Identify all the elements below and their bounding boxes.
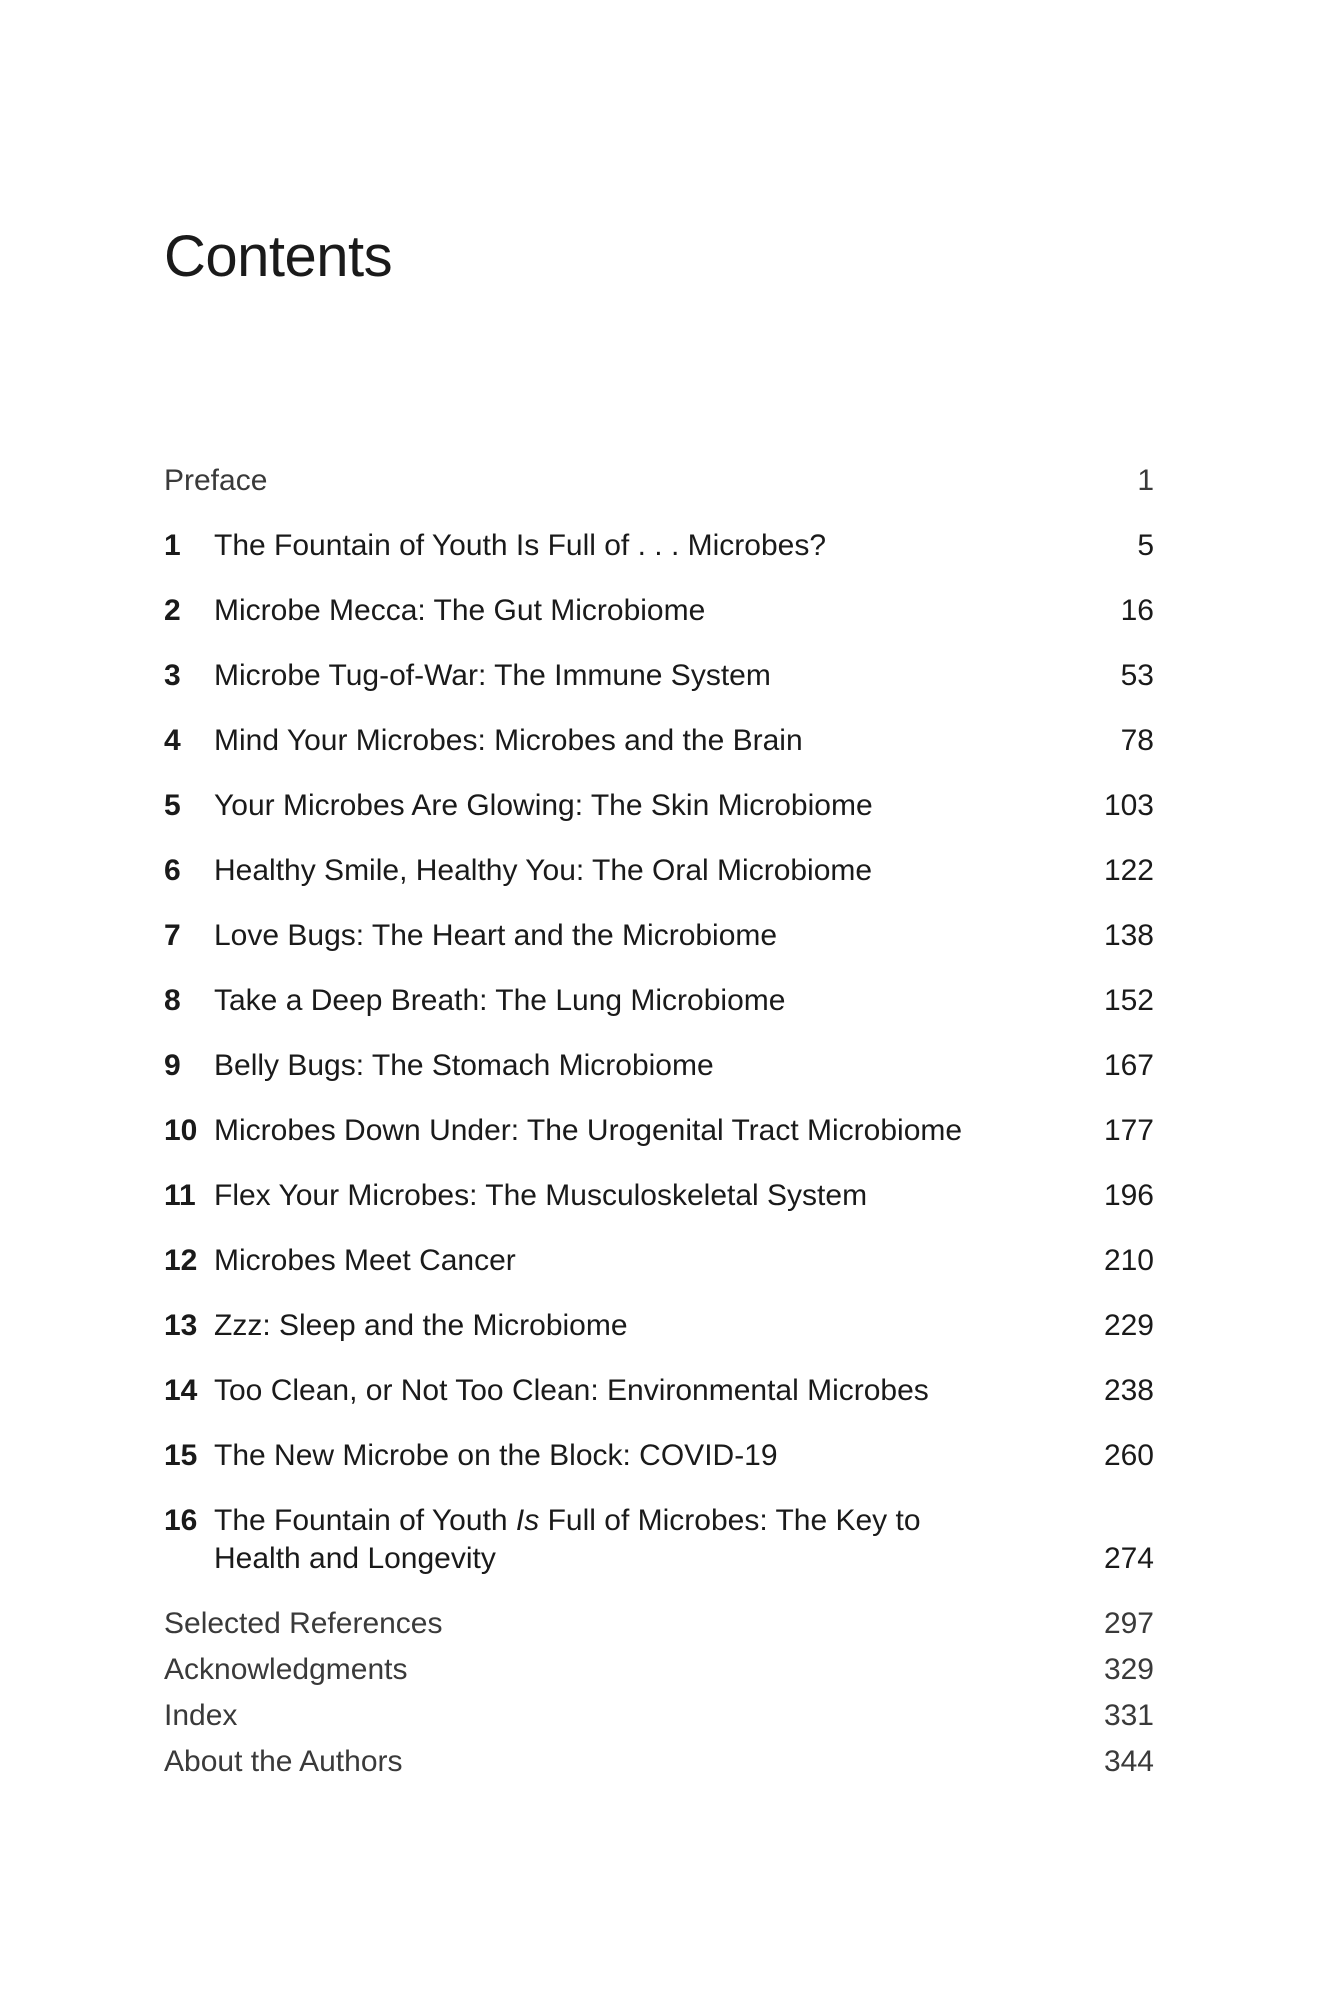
chapter-page: 5 (1137, 529, 1154, 562)
toc-entry-page: 331 (1103, 1699, 1154, 1732)
toc-entry-preface[interactable] (164, 462, 1154, 527)
toc-entry-page: 297 (1103, 1607, 1154, 1640)
chapter-title-part: Full of Microbes: The Key to (539, 1504, 921, 1537)
chapter-number: 16 (164, 1504, 198, 1537)
chapter-number: 10 (164, 1114, 198, 1147)
chapter-page: 229 (1103, 1309, 1154, 1342)
chapter-page: 152 (1103, 984, 1154, 1017)
chapter-title: Take a Deep Breath: The Lung Microbiome (214, 984, 786, 1017)
chapter-title-part: The Fountain of Youth (214, 1504, 516, 1537)
chapter-number: 15 (164, 1439, 198, 1472)
toc-entry-chapter-15[interactable] (164, 1437, 1154, 1502)
toc-entry-index[interactable] (164, 1697, 1154, 1743)
chapter-page: 274 (1103, 1542, 1154, 1575)
chapter-number: 12 (164, 1244, 198, 1277)
chapter-number: 4 (164, 724, 181, 757)
chapter-title: Belly Bugs: The Stomach Microbiome (214, 1049, 714, 1082)
chapter-title: Too Clean, or Not Too Clean: Environmental Microbes (214, 1374, 929, 1407)
chapter-page: 53 (1120, 659, 1154, 692)
chapter-title: Healthy Smile, Healthy You: The Oral Microbiome (214, 854, 873, 887)
toc-entry-label: Selected References (164, 1607, 443, 1640)
toc-entry-chapter-5[interactable] (164, 787, 1154, 852)
toc-entry-chapter-6[interactable] (164, 852, 1154, 917)
chapter-title (214, 1502, 1014, 1578)
toc-entry-label: About the Authors (164, 1745, 403, 1778)
toc-entry-chapter-7[interactable] (164, 917, 1154, 982)
chapter-number: 9 (164, 1049, 181, 1082)
chapter-title: The Fountain of Youth Is Full of . . . Microbes? (214, 529, 826, 562)
chapter-page: 78 (1120, 724, 1154, 757)
chapter-title: Microbes Down Under: The Urogenital Tract Microbiome (214, 1114, 963, 1147)
toc-entry-page: 1 (1137, 464, 1154, 497)
toc-entry-page: 329 (1103, 1653, 1154, 1686)
chapter-number: 11 (164, 1179, 196, 1212)
toc-entry-label: Index (164, 1699, 238, 1732)
toc-entry-chapter-8[interactable] (164, 982, 1154, 1047)
chapter-page: 103 (1103, 789, 1154, 822)
chapter-title: Mind Your Microbes: Microbes and the Brain (214, 724, 803, 757)
chapter-number: 7 (164, 919, 181, 952)
chapter-page: 210 (1103, 1244, 1154, 1277)
chapter-page: 196 (1103, 1179, 1154, 1212)
toc-entry-chapter-13[interactable] (164, 1307, 1154, 1372)
chapter-page: 260 (1103, 1439, 1154, 1472)
chapter-number: 6 (164, 854, 181, 887)
toc-entry-chapter-12[interactable] (164, 1242, 1154, 1307)
chapter-number: 8 (164, 984, 181, 1017)
chapter-number: 2 (164, 594, 181, 627)
toc-entry-chapter-2[interactable] (164, 592, 1154, 657)
toc-entry-chapter-10[interactable] (164, 1112, 1154, 1177)
chapter-page: 238 (1103, 1374, 1154, 1407)
page-title: Contents (164, 224, 393, 289)
chapter-title: Microbe Mecca: The Gut Microbiome (214, 594, 706, 627)
chapter-number: 14 (164, 1374, 198, 1407)
chapter-title: Flex Your Microbes: The Musculoskeletal System (214, 1179, 868, 1212)
chapter-title: Love Bugs: The Heart and the Microbiome (214, 919, 778, 952)
toc-entry-chapter-3[interactable] (164, 657, 1154, 722)
toc-entry-chapter-9[interactable] (164, 1047, 1154, 1112)
toc-entry-about-the-authors[interactable] (164, 1743, 1154, 1789)
chapter-title: Zzz: Sleep and the Microbiome (214, 1309, 628, 1342)
chapter-title-line2: Health and Longevity (214, 1542, 496, 1575)
chapter-title: Microbe Tug-of-War: The Immune System (214, 659, 771, 692)
table-of-contents (164, 462, 1154, 1789)
chapter-number: 13 (164, 1309, 198, 1342)
toc-entry-chapter-4[interactable] (164, 722, 1154, 787)
chapter-page: 122 (1103, 854, 1154, 887)
chapter-number: 1 (164, 529, 181, 562)
toc-entry-chapter-1[interactable] (164, 527, 1154, 592)
chapter-number: 5 (164, 789, 181, 822)
chapter-title: Microbes Meet Cancer (214, 1244, 516, 1277)
chapter-page: 16 (1120, 594, 1154, 627)
chapter-title: The New Microbe on the Block: COVID-19 (214, 1439, 778, 1472)
chapter-page: 177 (1103, 1114, 1154, 1147)
toc-entry-chapter-11[interactable] (164, 1177, 1154, 1242)
chapter-number: 3 (164, 659, 181, 692)
chapter-title: Your Microbes Are Glowing: The Skin Microbiome (214, 789, 873, 822)
chapter-page: 167 (1103, 1049, 1154, 1082)
toc-entry-chapter-16[interactable] (164, 1502, 1154, 1605)
toc-entry-page: 344 (1103, 1745, 1154, 1778)
toc-entry-label: Preface (164, 464, 268, 497)
toc-entry-selected-references[interactable] (164, 1605, 1154, 1651)
chapter-title-italic: Is (515, 1504, 540, 1537)
toc-entry-label: Acknowledgments (164, 1653, 408, 1686)
chapter-page: 138 (1103, 919, 1154, 952)
toc-entry-chapter-14[interactable] (164, 1372, 1154, 1437)
toc-entry-acknowledgments[interactable] (164, 1651, 1154, 1697)
